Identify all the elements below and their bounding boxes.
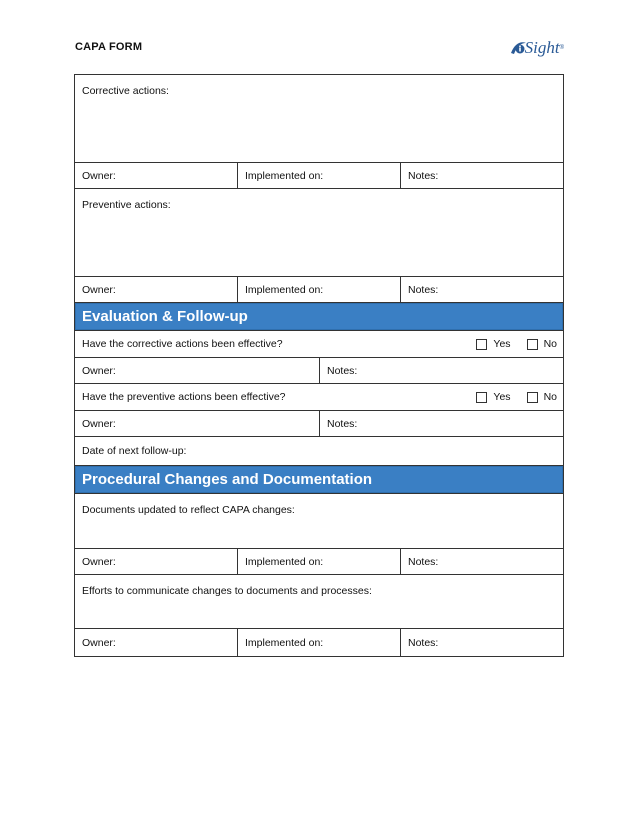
yes-label: Yes [493, 391, 511, 403]
checkbox-icon[interactable] [527, 339, 538, 350]
corrective-effective-question [75, 331, 563, 357]
efforts-notes-field[interactable] [401, 629, 563, 656]
corrective-eval-notes-field[interactable] [320, 358, 563, 383]
logo-registered-mark: ® [559, 45, 564, 51]
corrective-notes-field[interactable] [401, 163, 563, 188]
checkbox-icon[interactable] [527, 392, 538, 403]
preventive-actions-label: Preventive actions: [82, 199, 171, 211]
implemented-on-label: Implemented on: [245, 169, 324, 182]
preventive-owner-field[interactable] [75, 277, 238, 302]
corrective-actions-row [75, 75, 563, 163]
notes-label: Notes: [408, 555, 439, 568]
preventive-implemented-field[interactable] [238, 277, 401, 302]
efforts-owner-field[interactable] [75, 629, 238, 656]
preventive-eval-notes-field[interactable] [320, 411, 563, 436]
preventive-notes-field[interactable] [401, 277, 563, 302]
preventive-no-option[interactable] [527, 391, 557, 403]
next-followup-label: Date of next follow-up: [82, 445, 187, 457]
notes-label: Notes: [408, 636, 439, 649]
yes-no-group [476, 391, 557, 403]
owner-label: Owner: [82, 169, 116, 182]
capa-form-table [74, 74, 564, 657]
document-title: CAPA FORM [75, 41, 143, 53]
implemented-on-label: Implemented on: [245, 555, 324, 568]
efforts-row [75, 575, 563, 629]
preventive-eval-owner-field[interactable] [75, 411, 320, 436]
owner-label: Owner: [82, 283, 116, 296]
documents-updated-label: Documents updated to reflect CAPA changes: [82, 504, 295, 516]
next-followup-field[interactable] [75, 437, 563, 465]
checkbox-icon[interactable] [476, 339, 487, 350]
logo-text: Sight [524, 38, 560, 57]
preventive-effective-row [75, 384, 563, 411]
preventive-actions-row [75, 189, 563, 277]
page-header [75, 38, 564, 62]
corrective-eval-owner-field[interactable] [75, 358, 320, 383]
documents-updated-row [75, 494, 563, 549]
documents-updated-field[interactable] [75, 494, 563, 548]
corrective-no-option[interactable] [527, 338, 557, 350]
documents-owner-field[interactable] [75, 549, 238, 574]
isight-logo [509, 36, 564, 60]
corrective-effective-label: Have the corrective actions been effective? [82, 338, 283, 350]
corrective-yes-option[interactable] [476, 338, 510, 350]
no-label: No [543, 338, 557, 350]
preventive-yes-option[interactable] [476, 391, 510, 403]
corrective-actions-field[interactable] [75, 75, 563, 162]
efforts-label: Efforts to communicate changes to documents and processes: [82, 585, 372, 597]
corrective-implemented-field[interactable] [238, 163, 401, 188]
corrective-owner-row [75, 163, 563, 189]
documents-owner-row [75, 549, 563, 575]
efforts-owner-row [75, 629, 563, 656]
owner-label: Owner: [82, 636, 116, 649]
efforts-implemented-field[interactable] [238, 629, 401, 656]
corrective-owner-field[interactable] [75, 163, 238, 188]
procedural-section-header: Procedural Changes and Documentation [75, 466, 563, 494]
yes-no-group [476, 338, 557, 350]
preventive-actions-field[interactable] [75, 189, 563, 276]
notes-label: Notes: [327, 364, 358, 377]
corrective-effective-row [75, 331, 563, 358]
owner-label: Owner: [82, 555, 116, 568]
documents-implemented-field[interactable] [238, 549, 401, 574]
preventive-effective-question [75, 384, 563, 410]
owner-label: Owner: [82, 364, 116, 377]
implemented-on-label: Implemented on: [245, 283, 324, 296]
next-followup-row [75, 437, 563, 466]
preventive-eval-owner-row [75, 411, 563, 437]
corrective-actions-label: Corrective actions: [82, 85, 169, 97]
notes-label: Notes: [408, 169, 439, 182]
implemented-on-label: Implemented on: [245, 636, 324, 649]
checkbox-icon[interactable] [476, 392, 487, 403]
owner-label: Owner: [82, 417, 116, 430]
evaluation-section-header: Evaluation & Follow-up [75, 303, 563, 331]
no-label: No [543, 391, 557, 403]
documents-notes-field[interactable] [401, 549, 563, 574]
efforts-field[interactable] [75, 575, 563, 628]
preventive-effective-label: Have the preventive actions been effective? [82, 391, 286, 403]
corrective-eval-owner-row [75, 358, 563, 384]
yes-label: Yes [493, 338, 511, 350]
preventive-owner-row [75, 277, 563, 303]
notes-label: Notes: [408, 283, 439, 296]
notes-label: Notes: [327, 417, 358, 430]
